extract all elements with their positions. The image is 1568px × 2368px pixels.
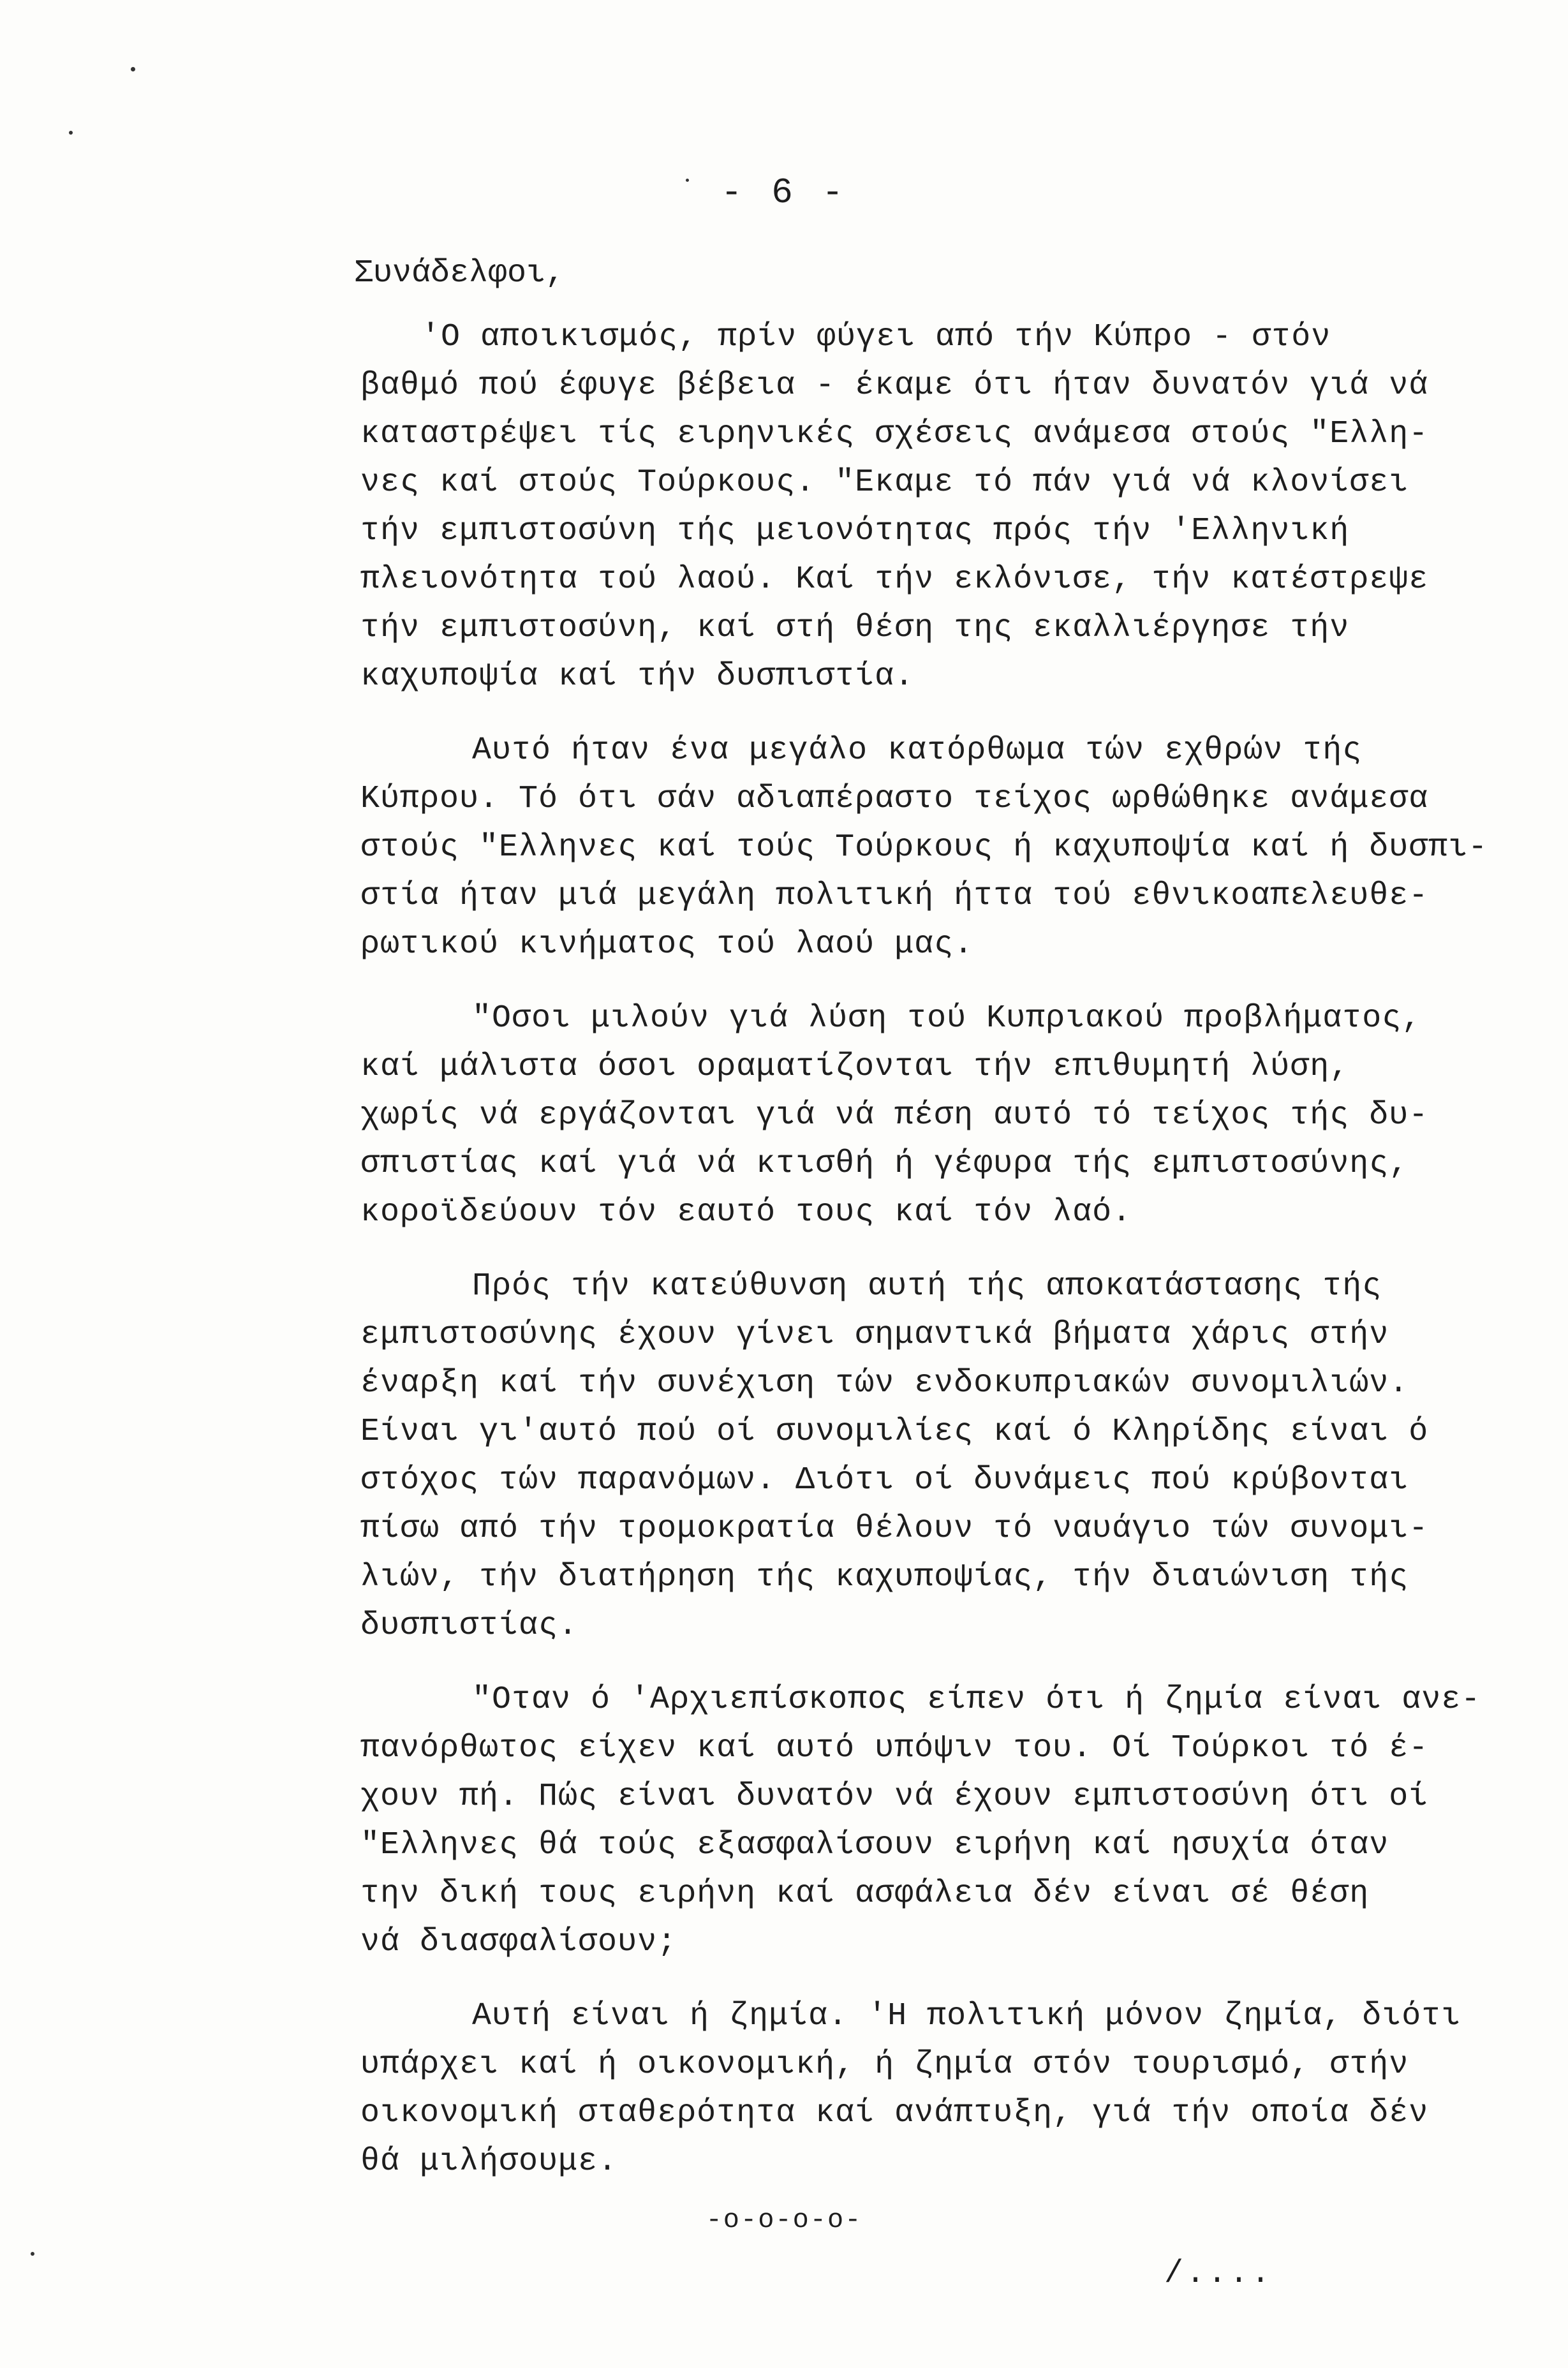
text-line: νες καί στούς Τούρκους. "Εκαμε τό πάν γιά νά κλονίσει [360,464,1409,501]
text-line: καχυποψία καί τήν δυσπιστία. [360,658,915,695]
text-line: στόχος τών παρανόμων. Διότι οί δυνάμεις πού κρύβονται [360,1462,1409,1499]
text-line: δυσπιστίας. [360,1608,579,1644]
text-line: Αυτό ήταν ένα μεγάλο κατόρθωμα τών εχθρών τής [472,732,1363,769]
scan-speck [69,131,73,135]
text-line: υπάρχει καί ή οικονομική, ή ζημία στόν τουρισμό, στήν [360,2046,1409,2083]
section-separator: -o-o-o-o- [706,2205,862,2235]
text-line: 'Ο αποικισμός, πρίν φύγει από τήν Κύπρο - στόν [421,319,1331,355]
continuation-mark: /.... [1164,2256,1273,2292]
text-line: τήν εμπιστοσύνη τής μειονότητας πρός τήν 'Ελληνική [360,513,1350,549]
text-line: στία ήταν μιά μεγάλη πολιτική ήττα τού εθνικοαπελευθε- [360,878,1429,914]
text-line: "Οταν ό 'Αρχιεπίσκοπος είπεν ότι ή ζημία είναι ανε- [472,1682,1481,1718]
text-line: Κύπρου. Τό ότι σάν αδιαπέραστο τείχος ωρθώθηκε ανάμεσα [360,781,1429,817]
text-line: καί μάλιστα όσοι οραματίζονται τήν επιθυμητή λύση, [360,1049,1350,1085]
text-line: εμπιστοσύνης έχουν γίνει σημαντικά βήματα χάρις στήν [360,1317,1389,1353]
text-line: πίσω από τήν τρομοκρατία θέλουν τό ναυάγιο τών συνομι- [360,1511,1429,1547]
text-line: Είναι γι'αυτό πού οί συνομιλίες καί ό Κληρίδης είναι ό [360,1414,1429,1450]
text-line: χωρίς νά εργάζονται γιά νά πέση αυτό τό τείχος τής δυ- [360,1097,1429,1134]
text-line: "Ελληνες θά τούς εξασφαλίσουν ειρήνη καί ησυχία όταν [360,1827,1389,1863]
text-line: κοροϊδεύουν τόν εαυτό τους καί τόν λαό. [360,1194,1132,1231]
text-line: οικονομική σταθερότητα καί ανάπτυξη, γιά τήν οποία δέν [360,2095,1429,2131]
text-line: πανόρθωτος είχεν καί αυτό υπόψιν του. Οί Τούρκοι τό έ- [360,1730,1429,1766]
text-line: νά διασφαλίσουν; [360,1924,677,1960]
text-line: έναρξη καί τήν συνέχιση τών ενδοκυπριακών συνομιλιών. [360,1365,1409,1402]
text-line: "Οσοι μιλούν γιά λύση τού Κυπριακού προβλήματος, [472,1000,1422,1037]
text-line: ρωτικού κινήματος τού λαού μας. [360,926,974,963]
scan-speck [686,179,689,182]
page-number: - 6 - [720,172,848,213]
salutation: Συνάδελφοι, [354,255,565,292]
text-line: Αυτή είναι ή ζημία. 'Η πολιτική μόνον ζημία, διότι [472,1998,1461,2034]
text-line: την δική τους ειρήνη καί ασφάλεια δέν είναι σέ θέση [360,1876,1370,1912]
text-line: χουν πή. Πώς είναι δυνατόν νά έχουν εμπιστοσύνη ότι οί [360,1779,1429,1815]
text-line: στούς "Ελληνες καί τούς Τούρκους ή καχυποψία καί ή δυσπι- [360,829,1488,866]
text-line: λιών, τήν διατήρηση τής καχυποψίας, τήν διαιώνιση τής [360,1559,1409,1595]
text-line: καταστρέψει τίς ειρηνικές σχέσεις ανάμεσα στούς "Ελλη- [360,416,1429,452]
text-line: βαθμό πού έφυγε βέβεια - έκαμε ότι ήταν δυνατόν γιά νά [360,367,1429,404]
scan-speck [31,2252,34,2256]
scan-speck [131,67,135,71]
text-line: Πρός τήν κατεύθυνση αυτή τής αποκατάστασης τής [472,1268,1382,1305]
text-line: σπιστίας καί γιά νά κτισθή ή γέφυρα τής εμπιστοσύνης, [360,1146,1409,1182]
text-line: πλειονότητα τού λαού. Καί τήν εκλόνισε, τήν κατέστρεψε [360,561,1429,598]
text-line: τήν εμπιστοσύνη, καί στή θέση της εκαλλιέργησε τήν [360,610,1350,646]
text-line: θά μιλήσουμε. [360,2143,618,2180]
